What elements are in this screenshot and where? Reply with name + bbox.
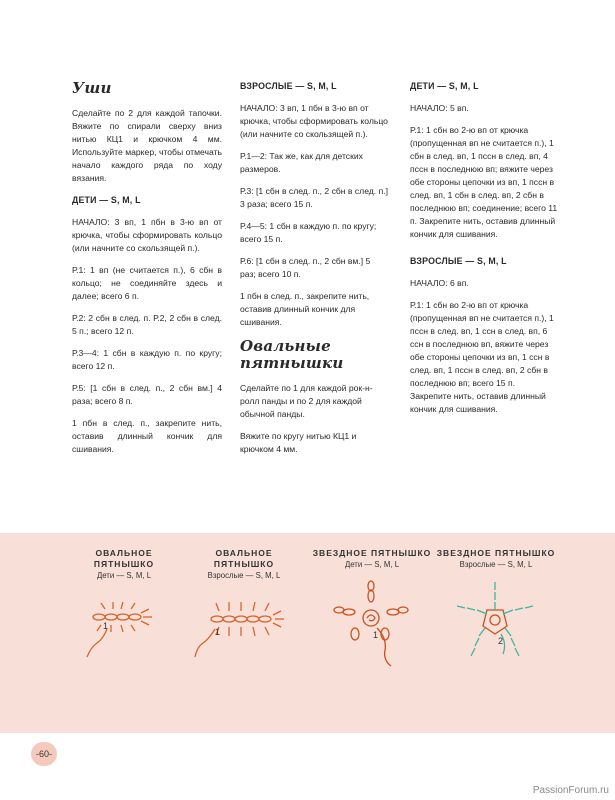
row-text: Р.5: [1 сбн в след. п., 2 сбн вм.] 4 раза; всего 8 п.	[72, 383, 222, 406]
kids-size-header: ДЕТИ — S, M, L	[72, 195, 141, 205]
row-text: НАЧАЛО: 6 вп.	[410, 278, 469, 288]
row-text: НАЧАЛО: 3 вп, 1 пбн в 3-ю вп от крючка, чтобы сформировать кольцо (или начните со скользящей п.).	[72, 217, 222, 253]
row-text: НАЧАЛО: 5 вп.	[410, 103, 469, 113]
diagram-subtitle: Дети — S, M, L	[344, 560, 400, 569]
oval-yarn: Вяжите по кругу нитью КЦ1 и крючком 4 мм.	[240, 431, 357, 454]
column-middle	[240, 80, 388, 465]
row-text: 1 пбн в след. п., закрепите нить, оставив длинный кончик для сшивания.	[240, 291, 370, 327]
column-left	[72, 80, 222, 465]
diagram-row-label: 1	[373, 630, 379, 640]
ears-intro: Сделайте по 2 для каждой тапочки. Вяжите по спирали сверху вниз нитью КЦ1 и крючком 4 мм. Используйте маркер, чтобы отмечать начало каждого ряда по ходу вязания.	[72, 108, 222, 183]
page-number: -60-	[31, 742, 57, 766]
row-text: НАЧАЛО: 3 вп, 1 пбн в 3-ю вп от крючка, чтобы сформировать кольцо (или начните со скользящей п.).	[240, 103, 388, 139]
row-text: Р.1: 1 сбн во 2-ю вп от крючка (пропущенная вп не считается п.), 1 сбн в след. вп, 1 пссн в след. вп, 4 пссн в последнюю вп; вяжите через обе стороны цепочки из вп, 1 пссн в след. вп, 1 сбн в след. вп, 2 сбн в последнюю вп; соединение; всего 11 п. Закрепите нить, оставив длинный кончик для сшивания.	[410, 125, 558, 239]
section-title-ears: Уши	[72, 79, 112, 97]
row-text: Р.2: 2 сбн в след. п. Р.2, 2 сбн в след. 5 п.; всего 12 п.	[72, 313, 222, 336]
star-spot-chart-icon	[317, 574, 427, 669]
diagram-title: ОВАЛЬНОЕ ПЯТНЫШКО	[213, 548, 275, 569]
kids-size-header: ДЕТИ — S, M, L	[410, 81, 479, 91]
diagram-title: ЗВЕЗДНОЕ ПЯТНЫШКО	[312, 548, 432, 558]
row-text: Р.1—2: Так же, как для детских размеров.	[240, 151, 363, 174]
diagram-title: ЗВЕЗДНОЕ ПЯТНЫШКО	[436, 548, 556, 558]
diagram-row-label: 1	[103, 621, 109, 631]
diagram-subtitle: Дети — S, M, L	[96, 571, 152, 580]
row-text: Р.6: [1 сбн в след. п., 2 сбн вм.] 5 раз; всего 10 п.	[240, 256, 371, 279]
diagram-title: ОВАЛЬНОЕ ПЯТНЫШКО	[93, 548, 155, 569]
watermark: PassionForum.ru	[532, 785, 609, 796]
adults-size-header: ВЗРОСЛЫЕ — S, M, L	[410, 256, 507, 266]
oval-spot-chart-icon	[189, 585, 299, 670]
row-text: Р.3—4: 1 сбн в каждую п. по кругу; всего 12 п.	[72, 348, 222, 371]
diagram-oval-kids	[64, 548, 184, 670]
oval-spot-chart-icon	[69, 585, 179, 670]
diagram-star-kids	[312, 548, 432, 669]
diagram-row-label: 2	[498, 636, 504, 646]
diagram-star-adults	[436, 548, 556, 669]
diagram-row-label: 1	[215, 627, 221, 637]
row-text: Р.1: 1 вп (не считается п.), 6 сбн в кольцо; не соединяйте здесь и далее; всего 6 п.	[72, 265, 222, 301]
row-text: 1 пбн в след. п., закрепите нить, оставив длинный кончик для сшивания.	[72, 418, 222, 454]
diagram-subtitle: Взрослые — S, M, L	[207, 571, 281, 580]
row-text: Р.4—5: 1 сбн в каждую п. по кругу; всего 15 п.	[240, 221, 377, 244]
adults-size-header: ВЗРОСЛЫЕ — S, M, L	[240, 81, 337, 91]
oval-intro: Сделайте по 1 для каждой рок-н-ролл панды и по 2 для каждой обычной панды.	[240, 383, 373, 419]
star-spot-chart-icon	[441, 574, 551, 669]
row-text: Р.3: [1 сбн в след. п., 2 сбн в след. п.] 3 раза; всего 15 п.	[240, 186, 389, 209]
column-right	[410, 80, 558, 425]
diagram-oval-adults	[184, 548, 304, 670]
diagram-subtitle: Взрослые — S, M, L	[459, 560, 533, 569]
section-title-oval-spots: Овальные пятнышки	[240, 337, 344, 372]
row-text: Р.1: 1 сбн во 2-ю вп от крючка (пропущенная вп не считается п.), 1 пссн в след. вп, 1 ссн в след. вп, 6 ссн в последнюю вп, вяжите через обе стороны цепочки из вп, 1 ссн в след. вп, 1 пссн в след. вп, 2 сбн в последнюю вп; всего 15 п. Закрепите нить, оставив длинный кончик для сшивания.	[410, 300, 554, 414]
